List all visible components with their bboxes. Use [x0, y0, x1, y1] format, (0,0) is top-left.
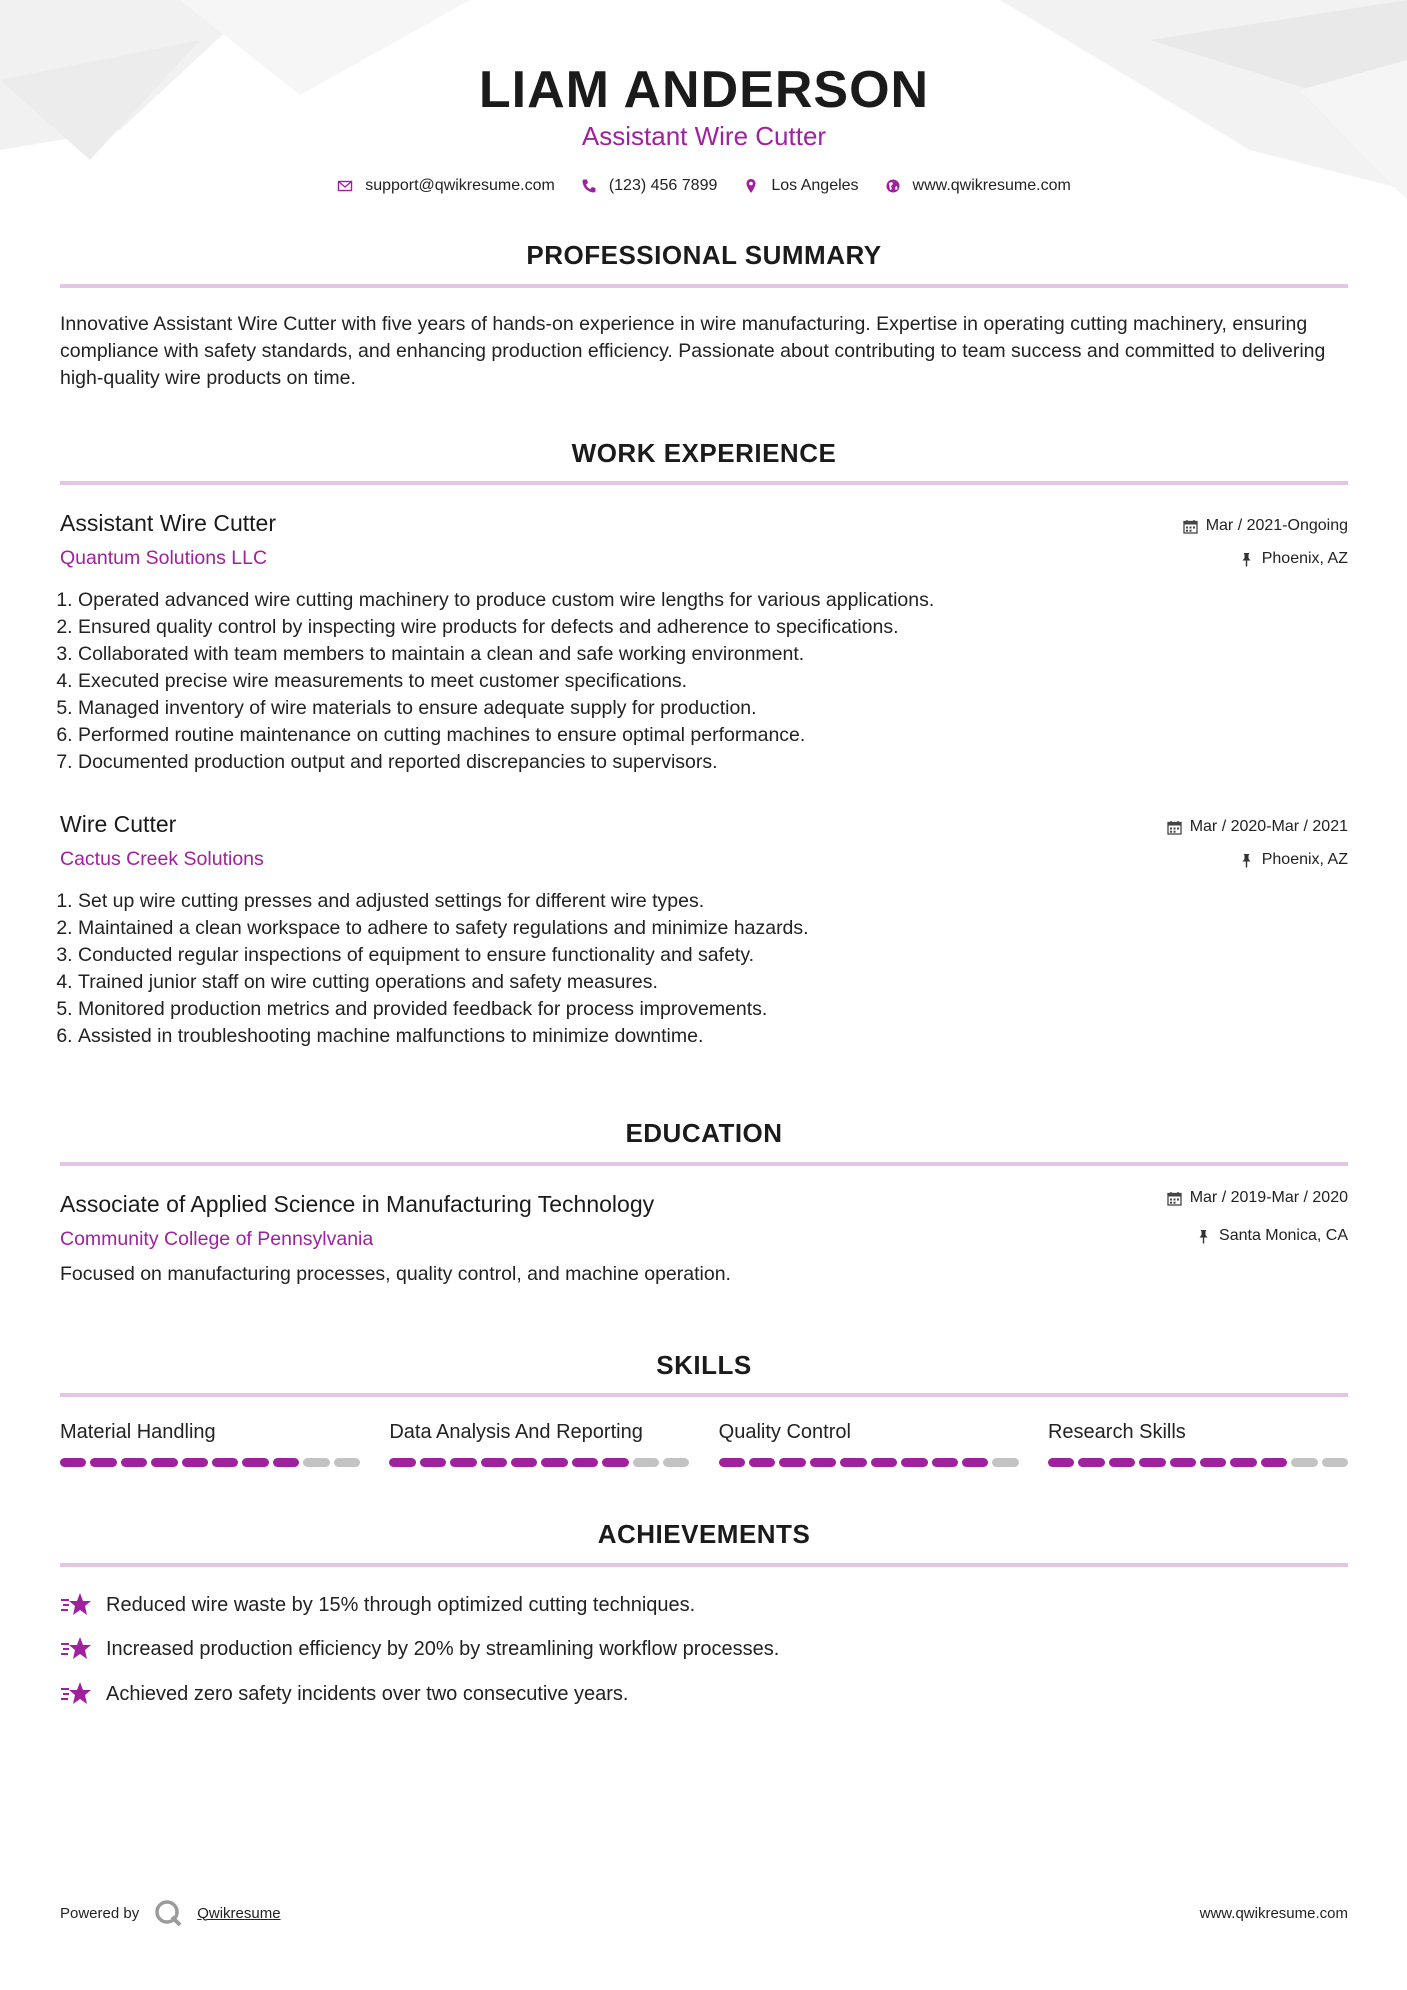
- contact-email[interactable]: [337, 177, 555, 195]
- job-location: [1239, 548, 1348, 570]
- skills-grid: [60, 1418, 1348, 1467]
- skill-item: [1048, 1418, 1348, 1467]
- list-item: 1. Operated advanced wire cutting machinery to produce custom wire lengths for various applications.: [78, 587, 1328, 614]
- achievement-item: [60, 1635, 779, 1663]
- list-item: 5. Monitored production metrics and provided feedback for process improvements.: [78, 996, 1328, 1023]
- phone-icon: [581, 178, 597, 194]
- skill-segment-filled: [901, 1458, 927, 1467]
- achievement-item: [60, 1680, 628, 1708]
- skill-segment-filled: [1170, 1458, 1196, 1467]
- pushpin-icon: [1239, 853, 1254, 868]
- education-description: Focused on manufacturing processes, quality control, and machine operation.: [60, 1263, 731, 1285]
- achievement-text: Reduced wire waste by 15% through optimized cutting techniques.: [106, 1594, 696, 1616]
- job-location-text: Phoenix, AZ: [1261, 550, 1348, 567]
- experience-heading: WORK EXPERIENCE: [571, 438, 837, 468]
- list-item: 1. Set up wire cutting presses and adjusted settings for different wire types.: [78, 888, 1328, 915]
- footer-website[interactable]: www.qwikresume.com: [1199, 1905, 1348, 1922]
- skills-heading: SKILLS: [656, 1350, 752, 1380]
- powered-by-label: Powered by: [60, 1904, 140, 1922]
- achievement-text: Increased production efficiency by 20% by streamlining workflow processes.: [106, 1638, 780, 1660]
- job-location: [1239, 849, 1348, 871]
- globe-icon: [885, 178, 901, 194]
- list-item: 5. Managed inventory of wire materials to ensure adequate supply for production.: [78, 695, 1328, 722]
- education-location: [1196, 1225, 1348, 1247]
- skill-segment-filled: [749, 1458, 775, 1467]
- job-company: Quantum Solutions LLC: [60, 547, 268, 569]
- skill-segment-filled: [1048, 1458, 1074, 1467]
- skill-segment-filled: [450, 1458, 476, 1467]
- skill-segment-filled: [541, 1458, 567, 1467]
- skills-divider: [60, 1393, 1348, 1397]
- skill-segment-filled: [212, 1458, 238, 1467]
- skill-name: Material Handling: [60, 1421, 216, 1443]
- summary-divider: [60, 284, 1348, 288]
- skill-segment-empty: [303, 1458, 329, 1467]
- contact-phone[interactable]: [581, 177, 718, 195]
- job-title: Wire Cutter: [60, 811, 177, 837]
- candidate-title: Assistant Wire Cutter: [581, 121, 827, 151]
- skill-segment-filled: [121, 1458, 147, 1467]
- job-duties-list: [60, 888, 1328, 1050]
- experience-divider: [60, 481, 1348, 485]
- achievements-divider: [60, 1563, 1348, 1567]
- location-text: Los Angeles: [771, 177, 859, 194]
- skill-segment-filled: [1078, 1458, 1104, 1467]
- list-item: 2. Maintained a clean workspace to adhere to safety regulations and minimize hazards.: [78, 915, 1328, 942]
- brand-link[interactable]: Qwikresume: [197, 1904, 281, 1922]
- envelope-icon: [337, 178, 353, 194]
- skill-segment-filled: [962, 1458, 988, 1467]
- skill-item: [60, 1418, 360, 1467]
- contact-website[interactable]: [885, 177, 1071, 195]
- skill-item: [719, 1418, 1019, 1467]
- education-dates: [1167, 1187, 1348, 1209]
- skill-segment-filled: [511, 1458, 537, 1467]
- contact-location: [743, 177, 858, 195]
- skill-segment-filled: [1139, 1458, 1165, 1467]
- skill-segment-filled: [151, 1458, 177, 1467]
- education-dates-text: Mar / 2019-Mar / 2020: [1189, 1189, 1348, 1206]
- achievement-text: Achieved zero safety incidents over two consecutive years.: [106, 1683, 629, 1705]
- achievements-heading: ACHIEVEMENTS: [597, 1519, 811, 1549]
- skill-segment-filled: [273, 1458, 299, 1467]
- skill-segment-filled: [719, 1458, 745, 1467]
- calendar-icon: [1167, 1191, 1182, 1206]
- star-award-icon: [60, 1591, 92, 1619]
- pushpin-icon: [1196, 1229, 1211, 1244]
- list-item: 4. Executed precise wire measurements to meet customer specifications.: [78, 668, 1328, 695]
- skill-segment-empty: [663, 1458, 689, 1467]
- job-dates-text: Mar / 2021-Ongoing: [1205, 517, 1348, 534]
- map-pin-icon: [743, 178, 759, 194]
- skill-name: Quality Control: [718, 1421, 851, 1443]
- job-dates-text: Mar / 2020-Mar / 2021: [1189, 818, 1348, 835]
- skill-segment-filled: [242, 1458, 268, 1467]
- skill-segment-filled: [481, 1458, 507, 1467]
- skill-segment-filled: [60, 1458, 86, 1467]
- website-text: www.qwikresume.com: [912, 177, 1071, 194]
- calendar-icon: [1167, 820, 1182, 835]
- education-degree: Associate of Applied Science in Manufacturing Technology: [60, 1191, 655, 1217]
- skill-level-bar: [1048, 1458, 1348, 1467]
- skill-segment-filled: [182, 1458, 208, 1467]
- job-title: Assistant Wire Cutter: [60, 510, 276, 536]
- skill-segment-empty: [992, 1458, 1018, 1467]
- list-item: 7. Documented production output and reported discrepancies to supervisors.: [78, 749, 1328, 776]
- calendar-icon: [1183, 519, 1198, 534]
- skill-segment-filled: [90, 1458, 116, 1467]
- list-item: 2. Ensured quality control by inspecting wire products for defects and adherence to specifications.: [78, 614, 1328, 641]
- skill-segment-filled: [840, 1458, 866, 1467]
- skill-segment-filled: [1230, 1458, 1256, 1467]
- skill-segment-filled: [1200, 1458, 1226, 1467]
- skill-level-bar: [389, 1458, 689, 1467]
- job-dates: [1167, 816, 1348, 838]
- skill-segment-filled: [389, 1458, 415, 1467]
- candidate-name: LIAM ANDERSON: [478, 61, 930, 119]
- list-item: 6. Assisted in troubleshooting machine malfunctions to minimize downtime.: [78, 1023, 1328, 1050]
- education-school: Community College of Pennsylvania: [60, 1228, 374, 1250]
- contact-bar: [60, 172, 1348, 200]
- education-location-text: Santa Monica, CA: [1219, 1227, 1348, 1244]
- summary-heading: PROFESSIONAL SUMMARY: [526, 240, 882, 270]
- job-company: Cactus Creek Solutions: [60, 848, 264, 870]
- footer-branding: [60, 1898, 281, 1928]
- skill-segment-empty: [1322, 1458, 1348, 1467]
- qwikresume-logo-icon: [153, 1898, 183, 1928]
- list-item: 4. Trained junior staff on wire cutting operations and safety measures.: [78, 969, 1328, 996]
- skill-segment-filled: [572, 1458, 598, 1467]
- phone-text: (123) 456 7899: [608, 177, 718, 194]
- job-dates: [1183, 515, 1348, 537]
- education-divider: [60, 1162, 1348, 1166]
- email-text: support@qwikresume.com: [365, 177, 555, 194]
- skill-segment-empty: [633, 1458, 659, 1467]
- list-item: 3. Collaborated with team members to maintain a clean and safe working environment.: [78, 641, 1328, 668]
- skill-segment-filled: [602, 1458, 628, 1467]
- star-award-icon: [60, 1680, 92, 1708]
- job-location-text: Phoenix, AZ: [1261, 851, 1348, 868]
- list-item: 3. Conducted regular inspections of equipment to ensure functionality and safety.: [78, 942, 1328, 969]
- pushpin-icon: [1239, 552, 1254, 567]
- skill-name: Research Skills: [1047, 1421, 1186, 1443]
- skill-segment-filled: [810, 1458, 836, 1467]
- job-duties-list: [60, 587, 1328, 776]
- skill-segment-filled: [932, 1458, 958, 1467]
- education-heading: EDUCATION: [625, 1118, 783, 1148]
- skill-item: [389, 1418, 689, 1467]
- skill-segment-empty: [334, 1458, 360, 1467]
- summary-text: Innovative Assistant Wire Cutter with five years of hands-on experience in wire manufacturing. Expertise in operating cutting machinery, ensuring compliance with safety standards, and enhancing production efficiency. Passionate about contributing to team success and committed to delivering high-quality wire products on time.: [60, 313, 1326, 389]
- skill-segment-filled: [871, 1458, 897, 1467]
- list-item: 6. Performed routine maintenance on cutting machines to ensure optimal performance.: [78, 722, 1328, 749]
- skill-segment-filled: [420, 1458, 446, 1467]
- skill-level-bar: [60, 1458, 360, 1467]
- skill-name: Data Analysis And Reporting: [389, 1421, 643, 1443]
- skill-segment-filled: [779, 1458, 805, 1467]
- skill-level-bar: [719, 1458, 1019, 1467]
- achievement-item: [60, 1591, 695, 1619]
- skill-segment-empty: [1291, 1458, 1317, 1467]
- skill-segment-filled: [1109, 1458, 1135, 1467]
- star-award-icon: [60, 1635, 92, 1663]
- skill-segment-filled: [1261, 1458, 1287, 1467]
